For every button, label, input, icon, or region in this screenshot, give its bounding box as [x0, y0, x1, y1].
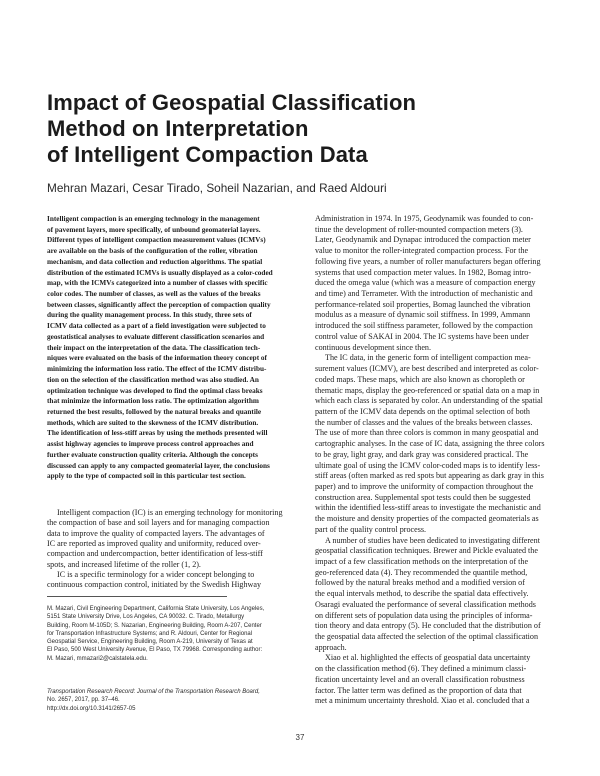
- abstract-line: are available on the basis of the configuration of the roller, vibration: [47, 247, 258, 256]
- body-line: paper) and to improve the uniformity of compaction throughout the: [315, 481, 534, 491]
- body-line: control value of SAKAI in 2004. The IC systems have been under: [315, 331, 529, 341]
- abstract-line: tion on the selection of the classification method was also studied. An: [47, 375, 259, 384]
- abstract-line: between classes, significantly affect the perception of compaction quality: [47, 300, 271, 309]
- abstract-line: returned the best results, followed by the natural breaks and quantile: [47, 407, 262, 416]
- body-line: the equal intervals method, to describe the spatial data effectively.: [315, 589, 529, 599]
- body-line: performance-related soil properties, Bomag launched the vibration: [315, 299, 531, 309]
- footnote-divider: [47, 596, 227, 597]
- body-line: duced the omega value (which was a measure of compaction energy: [315, 278, 536, 288]
- body-line: construction area. Supplemental spot tests could then be suggested: [315, 492, 531, 502]
- body-line: the moisture and density properties of the compacted geomaterials as: [315, 514, 539, 524]
- body-line: Intelligent compaction (IC) is an emerging technology for monitoring: [57, 508, 283, 517]
- body-line: cartographic analyses. In the case of IC data, assigning the three colors: [315, 439, 545, 449]
- citation-issue: No. 2657, 2017, pp. 37–46.: [47, 697, 120, 704]
- body-line: compaction and undercompaction, better identification of less-stiff: [47, 549, 263, 559]
- abstract-line: minimizing the information loss ratio. The effect of the ICMV distribu-: [47, 365, 267, 374]
- footnote-line: for Transportation Infrastructure Systems; and R. Aldouri, Center for Regional: [47, 630, 253, 637]
- title-line: Method on Interpretation: [47, 116, 309, 141]
- body-line: IC is a specific terminology for a wider concept belonging to: [57, 570, 255, 580]
- abstract-line: geostatistical analyses to evaluate different classification scenarios and: [47, 332, 265, 341]
- footnote-line: Building, Room M-105D; S. Nazarian, Engineering Building, Room A-207, Center: [47, 622, 262, 629]
- abstract-line: further evaluate construction quality criteria. Although the concepts: [47, 450, 258, 459]
- body-line: coded maps. These maps, which are also known as choropleth or: [315, 374, 525, 384]
- body-line: modulus as a measure of dynamic soil stiffness. In 1999, Ammann: [315, 310, 531, 320]
- citation-doi[interactable]: http://dx.doi.org/10.3141/2657-05: [47, 705, 136, 712]
- journal-citation: [47, 688, 301, 713]
- body-line: Osaragi evaluated the performance of several classification methods: [315, 599, 536, 609]
- body-line: pattern of the ICMV data depends on the optimal selection of both: [315, 406, 530, 416]
- abstract-line: during the quality management process. In this study, three sets of: [47, 311, 252, 320]
- abstract-line: map, with the ICMVs categorized into a number of classes with specific: [47, 279, 268, 288]
- body-line: the compaction of base and soil layers and for managing compaction: [47, 518, 270, 528]
- abstract-line: Intelligent compaction is an emerging technology in the management: [47, 215, 260, 223]
- body-line: approach.: [315, 642, 347, 652]
- introduction-left-column: [47, 508, 301, 591]
- body-line: the geospatial data affected the selection of the optimal classification: [315, 632, 539, 642]
- body-line: fication uncertainty level and an overall classification robustness: [315, 674, 525, 684]
- abstract-line: Different types of intelligent compaction measurement values (ICMVs): [47, 236, 266, 245]
- paper-title: [47, 90, 547, 168]
- citation-journal: Transportation Research Record: Journal of the Transportation Research Board,: [47, 689, 260, 695]
- body-line: tinue the development of roller-mounted compaction meters (3).: [315, 224, 523, 234]
- body-right-column: [315, 214, 560, 707]
- footnote-line: M. Mazari, Civil Engineering Department, California State University, Los Angeles,: [47, 606, 265, 612]
- body-line: and time) and Terrameter. With the introduction of mechanistic and: [315, 289, 533, 299]
- body-line: on the classification method (6). They defined a minimum classi-: [315, 664, 527, 674]
- body-line: following five years, a number of roller manufacturers began offering: [315, 256, 541, 266]
- body-line: spots, and increased lifetime of the roller (1, 2).: [47, 559, 201, 569]
- footnote-line: El Paso, 500 West University Avenue, El Paso, TX 79968. Corresponding author:: [47, 647, 263, 654]
- body-line: thematic maps, display the geo-referenced or spatial data on a map in: [315, 385, 540, 395]
- body-line: impact of a few classification methods on the interpretation of the: [315, 557, 529, 566]
- body-line: continuous development since then.: [315, 342, 431, 352]
- body-line: The use of more than three colors is common in many geospatial and: [315, 428, 539, 438]
- footnote-line: M. Mazari, mmazari2@calstatela.edu.: [47, 655, 148, 662]
- footnote-line: Geospatial Service, Engineering Building, Room A-219, University of Texas at: [47, 639, 253, 646]
- body-line: Later, Geodynamik and Dynapac introduced the compaction meter: [315, 235, 531, 245]
- body-line: systems that used compaction meter values. In 1982, Bomag intro-: [315, 267, 532, 277]
- abstract-line: discussed can apply to any compacted geomaterial layer, the conclusions: [47, 461, 270, 470]
- page-number: 37: [295, 733, 305, 742]
- body-line: stiff areas (often marked as red spots but appearing as dark gray in this: [315, 471, 544, 481]
- abstract-line: The identification of less-stiff areas by using the methods presented will: [47, 429, 268, 438]
- abstract-line: mechanism, and data collection and reduction algorithms. The spatial: [47, 257, 263, 266]
- abstract-line: of pavement layers, more specifically, of unbound geomaterial layers.: [47, 225, 261, 234]
- body-line: A number of studies have been dedicated to investigating different: [325, 535, 540, 545]
- body-line: the number of classes and the values of the breaks between classes.: [315, 417, 533, 427]
- body-line: ultimate goal of using the ICMV color-coded maps is to identify less-: [315, 460, 541, 470]
- body-line: tion theory and data entropy (5). He concluded that the distribution of: [315, 621, 541, 631]
- body-line: on different sets of population data using the principles of informa-: [315, 610, 533, 620]
- title-line: Impact of Geospatial Classification: [47, 90, 417, 115]
- abstract-line: assist highway agencies to improve process control approaches and: [47, 440, 254, 449]
- title-line: of Intelligent Compaction Data: [47, 142, 368, 167]
- abstract: [47, 214, 301, 482]
- body-line: IC are reported as improved quality and uniformity, reduced over-: [47, 539, 261, 549]
- abstract-line: niques were evaluated on the basis of the information theory concept of: [47, 354, 267, 363]
- abstract-line: optimization technique was developed to find the optimal class breaks: [47, 386, 263, 395]
- body-line: Administration in 1974. In 1975, Geodynamik was founded to con-: [315, 214, 534, 223]
- body-line: The IC data, in the generic form of intelligent compaction mea-: [325, 353, 531, 363]
- abstract-line: distribution of the estimated ICMVs is usually displayed as a color-coded: [47, 268, 273, 277]
- body-line: surement values (ICMV), are best described and interpreted as color-: [315, 364, 539, 374]
- abstract-line: their impact on the interpretation of the data. The classification tech-: [47, 343, 261, 352]
- author-affiliations-footnote: [47, 605, 301, 663]
- abstract-line: color codes. The number of classes, as well as the values of the breaks: [47, 290, 261, 299]
- body-line: geo-referenced data (4). They recommended the quantile method,: [315, 567, 528, 577]
- body-line: part of the quality control process.: [315, 524, 427, 534]
- body-line: continuous compaction control, initiated by the Swedish Highway: [47, 580, 261, 590]
- body-line: data to improve the quality of compacted layers. The advantages of: [47, 528, 265, 538]
- body-line: to be gray, light gray, and dark gray was considered practical. The: [315, 449, 529, 459]
- body-line: Xiao et al. highlighted the effects of geospatial data uncertainty: [325, 653, 531, 663]
- body-line: met a minimum uncertainty threshold. Xiao et al. concluded that a: [315, 696, 530, 706]
- abstract-line: apply to the type of compacted soil in this particular test section.: [47, 472, 246, 481]
- body-line: within the identified less-stiff areas to investigate the mechanistic and: [315, 503, 541, 513]
- abstract-line: methods, which are suited to the skewness of the ICMV distribution.: [47, 418, 259, 427]
- body-line: which each class is separated by color. An understanding of the spatial: [315, 396, 543, 406]
- body-line: introduced the soil stiffness parameter, followed by the compaction: [315, 321, 533, 331]
- abstract-line: ICMV data collected as a part of a field investigation were subjected to: [47, 322, 266, 331]
- body-line: followed by the natural breaks method and a modified version of: [315, 578, 525, 588]
- body-line: value to monitor the roller-integrated compaction process. For the: [315, 246, 529, 256]
- footnote-line: 5151 State University Drive, Los Angeles, CA 90032. C. Tirado, Metallurgy: [47, 614, 245, 621]
- abstract-line: that minimize the information loss ratio. The optimization algorithm: [47, 397, 259, 406]
- author-list: Mehran Mazari, Cesar Tirado, Soheil Nazarian, and Raed Aldouri: [47, 181, 387, 195]
- body-line: geospatial classification techniques. Brewer and Pickle evaluated the: [315, 546, 538, 556]
- body-line: factor. The latter term was defined as the proportion of data that: [315, 685, 522, 695]
